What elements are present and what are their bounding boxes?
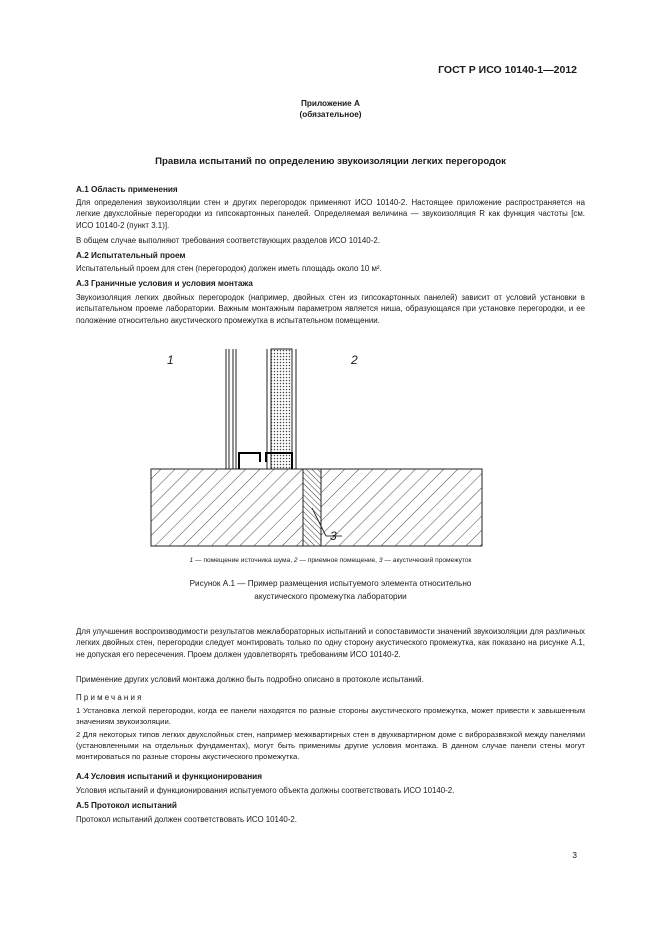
note-1: 1 Установка легкой перегородки, когда ее панели находятся по разные стороны акустического промежутка, может привести к завышенным значениям звукоизоляции. bbox=[76, 706, 585, 726]
appendix-title: Приложение А bbox=[301, 99, 360, 108]
figure-caption-line-1: Рисунок А.1 — Пример размещения испытуемого элемента относительно bbox=[189, 579, 472, 588]
figure-legend: 1 — помещение источника шума, 2 — приемное помещение, 3 — акустический промежуток bbox=[189, 557, 472, 564]
page-title: Правила испытаний по определению звукоизоляции легких перегородок bbox=[155, 156, 506, 167]
section-heading-a3: А.3 Граничные условия и условия монтажа bbox=[76, 279, 253, 288]
appendix-status: (обязательное) bbox=[299, 110, 362, 119]
figure-label-3: 3 bbox=[330, 529, 337, 543]
section-a1-paragraph-1: Для определения звукоизоляции стен и других перегородок применяют ИСО 10140-2. Настоящее приложение распространяется на легкие двухслойные перегородки из гипсокартонных панелей. Определяемая величина — звукоизоляция R как функция частоты [см. ИСО 10140-2 (пункт 3.1)]. bbox=[76, 198, 585, 230]
section-heading-a4: А.4 Условия испытаний и функционирования bbox=[76, 772, 262, 781]
page-number: 3 bbox=[572, 850, 577, 860]
section-a5-paragraph-1: Протокол испытаний должен соответствовать ИСО 10140-2. bbox=[76, 815, 297, 824]
section-heading-a5: А.5 Протокол испытаний bbox=[76, 801, 177, 810]
document-number: ГОСТ Р ИСО 10140-1—2012 bbox=[438, 64, 577, 76]
note-2: 2 Для некоторых типов легких двухслойных стен, например межквартирных стен в двухквартирном доме с виброразвязкой между панелями (установленными на отдельных фундаментах), могут быть применимы другие условия монтажа. В данном случае панели стены могут монтироваться по разные стороны акустического промежутка. bbox=[76, 730, 585, 761]
section-a3-paragraph-1: Звукоизоляция легких двойных перегородок (например, двойных стен из гипсокартонных панелей) зависит от условий установки в испытательном проеме лаборатории. Важным монтажным параметром является ниша, образующаяся при установке перегородки, и ее положение относительно акустического промежутка в испытательном помещении. bbox=[76, 293, 585, 325]
section-a3-paragraph-3: Применение других условий монтажа должно быть подробно описано в протоколе испытаний. bbox=[76, 675, 424, 684]
acoustic-gap bbox=[303, 469, 321, 546]
notes-heading: Примечания bbox=[76, 693, 144, 702]
section-a4-paragraph-1: Условия испытаний и функционирования испытуемого объекта должны соответствовать ИСО 10140-2. bbox=[76, 786, 455, 795]
figure-a1-diagram bbox=[120, 340, 520, 550]
section-heading-a2: А.2 Испытательный проем bbox=[76, 251, 186, 260]
section-a2-paragraph-1: Испытательный проем для стен (перегородок) должен иметь площадь около 10 м². bbox=[76, 264, 382, 273]
right-slab bbox=[321, 469, 482, 546]
section-heading-a1: А.1 Область применения bbox=[76, 185, 178, 194]
left-slab bbox=[151, 469, 303, 546]
right-panel bbox=[271, 349, 292, 469]
figure-label-1: 1 bbox=[167, 353, 174, 367]
section-a3-paragraph-2: Для улучшения воспроизводимости результатов межлабораторных испытаний и сопоставимости значений звукоизоляции для различных легких двойных стен, перегородки следует монтировать только по одну сторону акустического промежутка, как показано на рисунке А.1, не допуская его пересечения. Проем должен удовлетворять требованиям ИСО 10140-2. bbox=[76, 627, 585, 659]
section-a1-paragraph-2: В общем случае выполняют требования соответствующих разделов ИСО 10140-2. bbox=[76, 236, 380, 245]
figure-label-2: 2 bbox=[351, 353, 358, 367]
figure-caption-line-2: акустического промежутка лаборатории bbox=[254, 592, 407, 601]
